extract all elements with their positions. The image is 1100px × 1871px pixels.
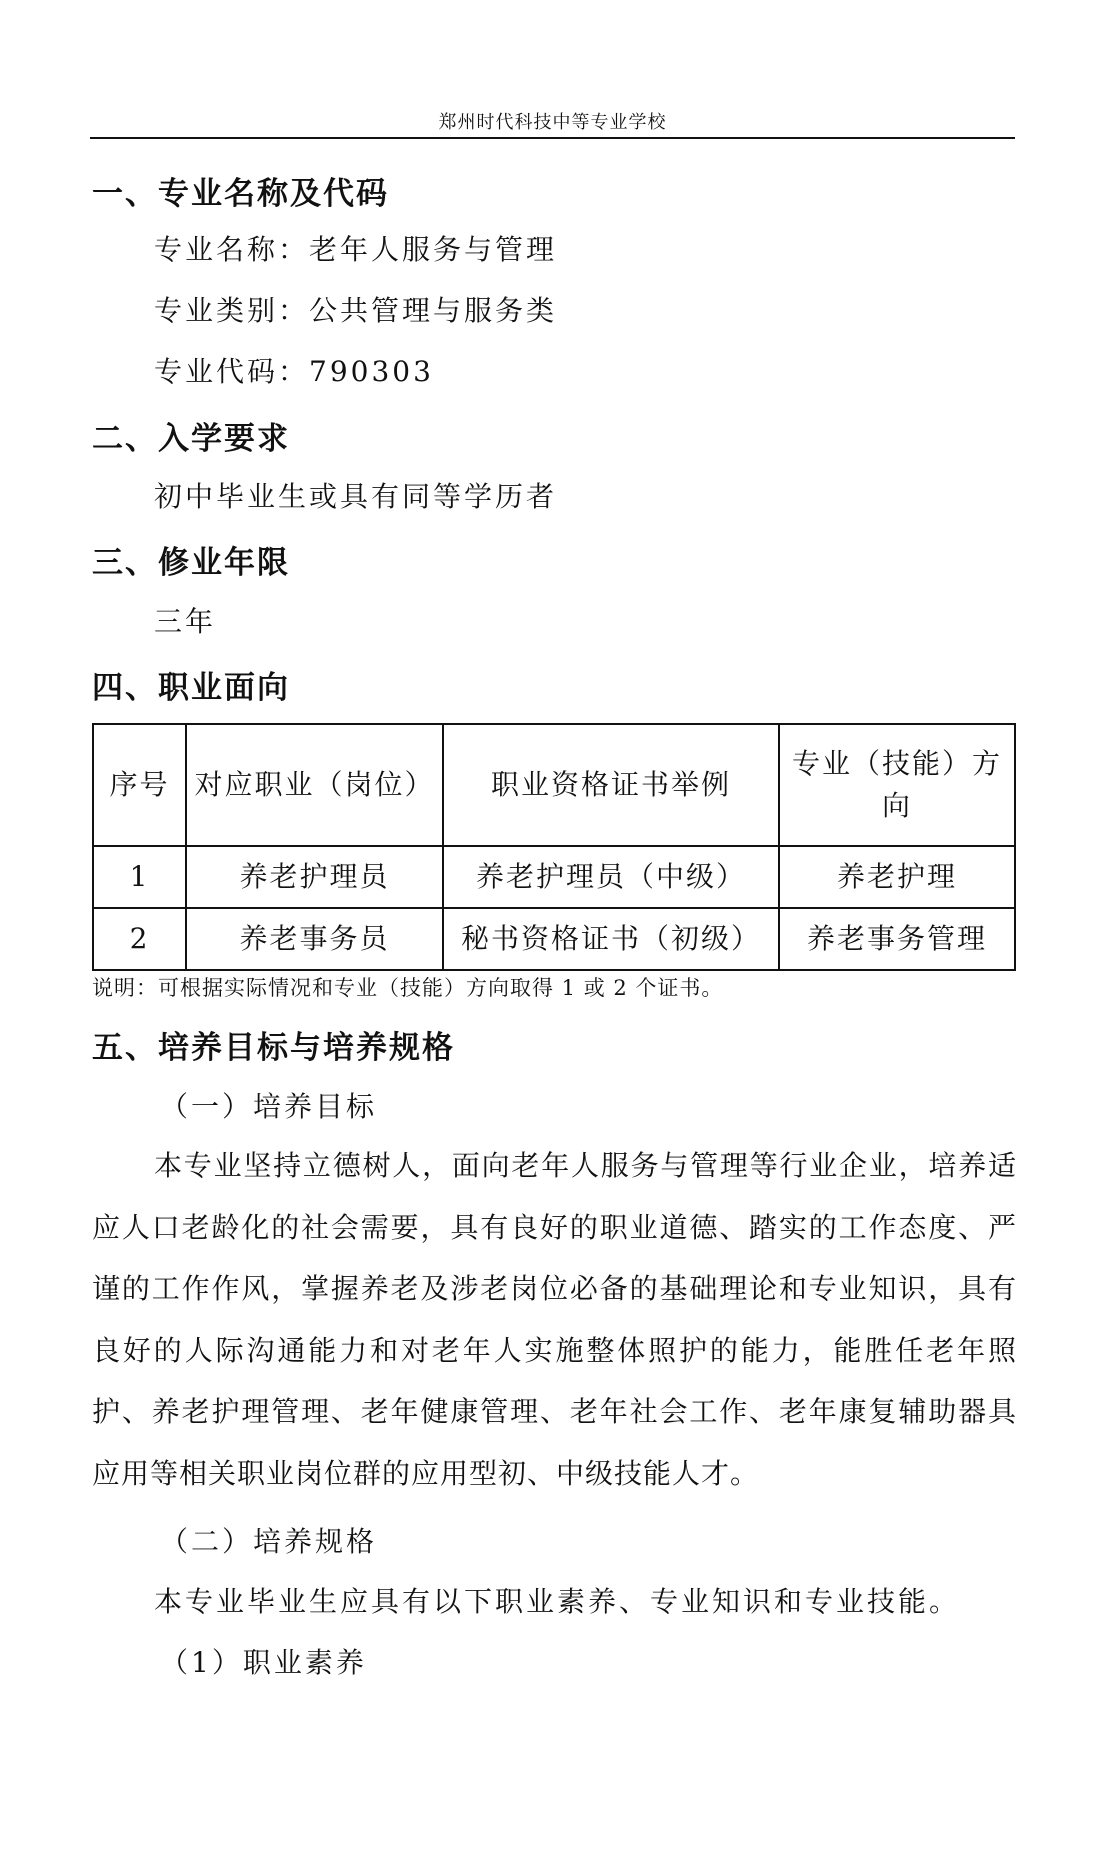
section-4-title: 四、职业面向 [92,670,290,706]
goals-paragraph: 本专业坚持立德树人，面向老年人服务与管理等行业企业，培养适应人口老龄化的社会需要，具有良好的职业道德、踏实的工作态度、严谨的工作作风，掌握养老及涉老岗位必备的基础理论和专业知识，具有良好的人际沟通能力和对老年人实施整体照护的能力，能胜任老年照护、养老护理管理、老年健康管理、老年社会工作、老年康复辅助器具应用等相关职业岗位群的应用型初、中级技能人才。 [92,1149,1017,1490]
table-header-cell: 对应职业（岗位） [186,724,443,846]
specs-intro: 本专业毕业生应具有以下职业素养、专业知识和专业技能。 [154,1585,961,1618]
table-header-cell: 职业资格证书举例 [443,724,779,846]
table-cell: 2 [93,908,186,970]
table-row [93,846,1015,908]
page-header-school: 郑州时代科技中等专业学校 [438,112,667,133]
table-header-cell: 专业（技能）方向 [779,724,1015,846]
admission-requirement: 初中毕业生或具有同等学历者 [154,480,558,513]
section-1-title: 一、专业名称及代码 [92,176,389,212]
subsection-goals: （一）培养目标 [160,1090,378,1123]
table-cell: 1 [93,846,186,908]
career-table [92,723,1016,971]
table-cell: 养老护理员（中级） [443,846,779,908]
section-2-title: 二、入学要求 [92,421,290,457]
major-category: 专业类别：公共管理与服务类 [154,294,558,327]
table-row [93,908,1015,970]
table-note: 说明：可根据实际情况和专业（技能）方向取得 1 或 2 个证书。 [92,976,724,1000]
table-cell: 养老护理 [779,846,1015,908]
table-header-row [93,724,1015,846]
specs-item-professionalism: （1）职业素养 [160,1646,367,1679]
table-cell: 秘书资格证书（初级） [443,908,779,970]
table-header-cell: 序号 [93,724,186,846]
study-duration: 三年 [154,605,217,638]
table-cell: 养老事务管理 [779,908,1015,970]
table-cell: 养老护理员 [186,846,443,908]
major-name: 专业名称：老年人服务与管理 [154,233,558,266]
section-3-title: 三、修业年限 [92,545,290,581]
table-cell: 养老事务员 [186,908,443,970]
section-5-title: 五、培养目标与培养规格 [92,1030,455,1066]
major-code: 专业代码：790303 [154,355,434,388]
header-divider [90,137,1015,139]
subsection-specs: （二）培养规格 [160,1525,378,1558]
